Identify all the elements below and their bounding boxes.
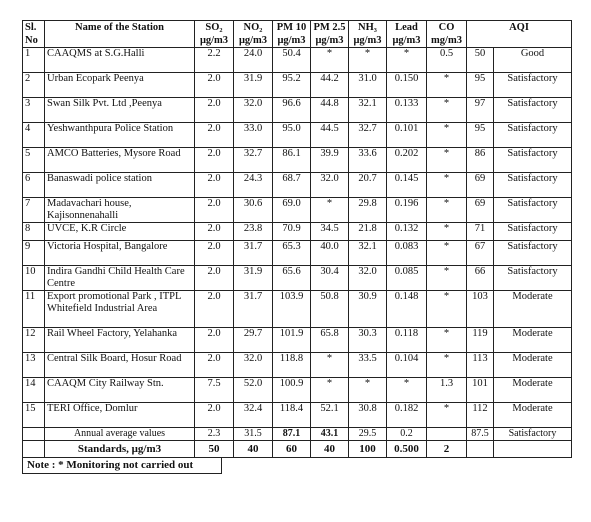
row-co: * <box>427 123 467 148</box>
row-nh3: * <box>349 48 387 73</box>
row-station-name: Urban Ecopark Peenya <box>45 73 195 98</box>
row-sl: 12 <box>23 328 45 353</box>
standards-pm25: 40 <box>311 441 349 458</box>
standards-nh3: 100 <box>349 441 387 458</box>
row-cat: Moderate <box>494 328 572 353</box>
header-pm25-label: PM 2.5 <box>313 22 346 33</box>
row-sl: 6 <box>23 173 45 198</box>
row-lead: 0.101 <box>387 123 427 148</box>
header-no2-unit: μg/m3 <box>238 35 268 46</box>
row-no2: 33.0 <box>234 123 273 148</box>
row-nh3: 32.7 <box>349 123 387 148</box>
row-cat: Moderate <box>494 403 572 428</box>
row-lead: 0.202 <box>387 148 427 173</box>
row-pm25: * <box>311 48 349 73</box>
row-aqi: 69 <box>467 198 494 223</box>
air-quality-table <box>22 20 572 458</box>
row-station-name: Banaswadi police station <box>45 173 195 198</box>
row-aqi: 50 <box>467 48 494 73</box>
row-station-name: UVCE, K.R Circle <box>45 223 195 241</box>
row-no2: 23.8 <box>234 223 273 241</box>
row-cat: Satisfactory <box>494 73 572 98</box>
row-no2: 32.7 <box>234 148 273 173</box>
row-lead: 0.133 <box>387 98 427 123</box>
row-pm25: 50.8 <box>311 291 349 328</box>
annual-so2: 2.3 <box>195 428 234 441</box>
header-co <box>427 21 467 48</box>
row-aqi: 113 <box>467 353 494 378</box>
row-sl: 15 <box>23 403 45 428</box>
row-nh3: 33.5 <box>349 353 387 378</box>
row-sl: 4 <box>23 123 45 148</box>
row-aqi: 95 <box>467 123 494 148</box>
row-no2: 31.9 <box>234 266 273 291</box>
row-lead: 0.132 <box>387 223 427 241</box>
row-cat: Satisfactory <box>494 266 572 291</box>
row-cat: Moderate <box>494 291 572 328</box>
row-pm25: 39.9 <box>311 148 349 173</box>
header-pm25 <box>311 21 349 48</box>
row-cat: Good <box>494 48 572 73</box>
annual-label: Annual average values <box>45 428 195 441</box>
annual-category: Satisfactory <box>494 428 572 441</box>
row-so2: 2.0 <box>195 241 234 266</box>
annual-sl-cell <box>23 428 45 441</box>
row-station-name: TERI Office, Domlur <box>45 403 195 428</box>
row-aqi: 119 <box>467 328 494 353</box>
header-pm10-label: PM 10 <box>276 22 307 33</box>
row-pm10: 95.2 <box>273 73 311 98</box>
header-pm25-unit: μg/m3 <box>315 35 344 46</box>
row-lead: * <box>387 378 427 403</box>
annual-pm10: 87.1 <box>273 428 311 441</box>
row-aqi: 86 <box>467 148 494 173</box>
table-row <box>23 98 572 123</box>
row-co: * <box>427 173 467 198</box>
row-no2: 30.6 <box>234 198 273 223</box>
annual-lead: 0.2 <box>387 428 427 441</box>
standards-lead: 0.500 <box>387 441 427 458</box>
row-lead: 0.145 <box>387 173 427 198</box>
row-lead: 0.196 <box>387 198 427 223</box>
standards-aqi-blank <box>467 441 494 458</box>
table-row <box>23 266 572 291</box>
row-co: * <box>427 241 467 266</box>
row-station-name: CAAQM City Railway Stn. <box>45 378 195 403</box>
row-so2: 2.2 <box>195 48 234 73</box>
row-co: * <box>427 266 467 291</box>
row-aqi: 103 <box>467 291 494 328</box>
row-co: * <box>427 98 467 123</box>
row-lead: 0.083 <box>387 241 427 266</box>
row-sl: 7 <box>23 198 45 223</box>
row-no2: 31.9 <box>234 73 273 98</box>
row-pm10: 65.3 <box>273 241 311 266</box>
row-lead: 0.104 <box>387 353 427 378</box>
annual-nh3: 29.5 <box>349 428 387 441</box>
row-co: * <box>427 148 467 173</box>
row-station-name: Central Silk Board, Hosur Road <box>45 353 195 378</box>
standards-category-blank <box>494 441 572 458</box>
row-pm25: 52.1 <box>311 403 349 428</box>
standards-row <box>23 441 572 458</box>
standards-pm10: 60 <box>273 441 311 458</box>
row-pm25: 30.4 <box>311 266 349 291</box>
row-pm25: 40.0 <box>311 241 349 266</box>
row-aqi: 95 <box>467 73 494 98</box>
row-pm25: * <box>311 378 349 403</box>
row-pm10: 86.1 <box>273 148 311 173</box>
header-sl: Sl. No <box>23 21 45 48</box>
row-pm10: 50.4 <box>273 48 311 73</box>
header-no2 <box>234 21 273 48</box>
row-nh3: 30.3 <box>349 328 387 353</box>
row-station-name: Madavachari house, Kajisonnenahalli <box>45 198 195 223</box>
header-so2 <box>195 21 234 48</box>
row-pm25: 44.5 <box>311 123 349 148</box>
row-no2: 24.0 <box>234 48 273 73</box>
row-pm25: 32.0 <box>311 173 349 198</box>
standards-so2: 50 <box>195 441 234 458</box>
standards-no2: 40 <box>234 441 273 458</box>
row-co: 1.3 <box>427 378 467 403</box>
header-pm10-unit: μg/m3 <box>277 35 306 46</box>
table-row <box>23 241 572 266</box>
row-co: * <box>427 403 467 428</box>
row-cat: Satisfactory <box>494 123 572 148</box>
row-sl: 11 <box>23 291 45 328</box>
annual-pm25: 43.1 <box>311 428 349 441</box>
row-co: * <box>427 291 467 328</box>
row-pm10: 118.8 <box>273 353 311 378</box>
header-co-unit: mg/m3 <box>431 35 462 46</box>
row-nh3: 29.8 <box>349 198 387 223</box>
row-station-name: CAAQMS at S.G.Halli <box>45 48 195 73</box>
row-co: * <box>427 353 467 378</box>
table-row <box>23 328 572 353</box>
row-station-name: Export promotional Park , ITPL Whitefield Industrial Area <box>45 291 195 328</box>
row-so2: 2.0 <box>195 291 234 328</box>
table-row <box>23 73 572 98</box>
row-nh3: 33.6 <box>349 148 387 173</box>
header-pm10 <box>273 21 311 48</box>
row-nh3: 31.0 <box>349 73 387 98</box>
row-lead: 0.150 <box>387 73 427 98</box>
row-pm25: 44.8 <box>311 98 349 123</box>
row-aqi: 69 <box>467 173 494 198</box>
row-nh3: 32.0 <box>349 266 387 291</box>
row-pm25: 44.2 <box>311 73 349 98</box>
row-nh3: 32.1 <box>349 241 387 266</box>
row-so2: 2.0 <box>195 173 234 198</box>
row-pm10: 95.0 <box>273 123 311 148</box>
table-row <box>23 291 572 328</box>
table-row <box>23 173 572 198</box>
row-sl: 3 <box>23 98 45 123</box>
table-header-row <box>23 21 572 48</box>
table-row <box>23 353 572 378</box>
row-pm25: 65.8 <box>311 328 349 353</box>
row-no2: 31.7 <box>234 241 273 266</box>
row-pm10: 68.7 <box>273 173 311 198</box>
row-no2: 32.4 <box>234 403 273 428</box>
table-row <box>23 223 572 241</box>
row-cat: Satisfactory <box>494 98 572 123</box>
row-station-name: Swan Silk Pvt. Ltd ,Peenya <box>45 98 195 123</box>
annual-aqi: 87.5 <box>467 428 494 441</box>
row-sl: 10 <box>23 266 45 291</box>
row-cat: Satisfactory <box>494 148 572 173</box>
row-aqi: 112 <box>467 403 494 428</box>
table-body <box>23 48 572 458</box>
row-so2: 2.0 <box>195 73 234 98</box>
row-no2: 24.3 <box>234 173 273 198</box>
standards-sl-cell <box>23 441 45 458</box>
row-station-name: Indira Gandhi Child Health Care Centre <box>45 266 195 291</box>
row-lead: 0.085 <box>387 266 427 291</box>
header-lead <box>387 21 427 48</box>
row-cat: Satisfactory <box>494 241 572 266</box>
row-so2: 2.0 <box>195 198 234 223</box>
row-cat: Satisfactory <box>494 173 572 198</box>
row-lead: 0.118 <box>387 328 427 353</box>
row-pm10: 96.6 <box>273 98 311 123</box>
row-so2: 2.0 <box>195 266 234 291</box>
annual-average-row <box>23 428 572 441</box>
air-quality-document <box>22 20 571 474</box>
row-sl: 1 <box>23 48 45 73</box>
row-so2: 2.0 <box>195 123 234 148</box>
row-pm10: 69.0 <box>273 198 311 223</box>
row-nh3: 30.8 <box>349 403 387 428</box>
row-nh3: * <box>349 378 387 403</box>
row-lead: 0.182 <box>387 403 427 428</box>
header-so2-unit: μg/m3 <box>199 35 229 46</box>
row-sl: 13 <box>23 353 45 378</box>
table-row <box>23 403 572 428</box>
row-station-name: Yeshwanthpura Police Station <box>45 123 195 148</box>
row-cat: Moderate <box>494 378 572 403</box>
row-co: * <box>427 198 467 223</box>
row-so2: 2.0 <box>195 98 234 123</box>
row-station-name: AMCO Batteries, Mysore Road <box>45 148 195 173</box>
row-nh3: 20.7 <box>349 173 387 198</box>
row-so2: 2.0 <box>195 353 234 378</box>
row-pm25: 34.5 <box>311 223 349 241</box>
standards-label: Standards, μg/m3 <box>45 441 195 458</box>
header-station: Name of the Station <box>45 21 195 48</box>
header-co-label: CO <box>438 22 455 33</box>
row-sl: 8 <box>23 223 45 241</box>
row-no2: 29.7 <box>234 328 273 353</box>
row-no2: 32.0 <box>234 353 273 378</box>
row-so2: 7.5 <box>195 378 234 403</box>
standards-co: 2 <box>427 441 467 458</box>
table-row <box>23 378 572 403</box>
row-aqi: 67 <box>467 241 494 266</box>
header-aqi: AQI <box>467 21 572 48</box>
row-so2: 2.0 <box>195 328 234 353</box>
row-pm10: 65.6 <box>273 266 311 291</box>
header-nh3-unit: μg/m3 <box>353 35 382 46</box>
row-pm10: 70.9 <box>273 223 311 241</box>
row-pm25: * <box>311 198 349 223</box>
table-row <box>23 198 572 223</box>
header-lead-label: Lead <box>395 22 418 33</box>
row-nh3: 21.8 <box>349 223 387 241</box>
row-station-name: Victoria Hospital, Bangalore <box>45 241 195 266</box>
row-lead: * <box>387 48 427 73</box>
header-lead-unit: μg/m3 <box>392 35 421 46</box>
row-pm10: 118.4 <box>273 403 311 428</box>
row-sl: 14 <box>23 378 45 403</box>
row-aqi: 66 <box>467 266 494 291</box>
row-co: * <box>427 73 467 98</box>
row-pm25: * <box>311 353 349 378</box>
row-nh3: 30.9 <box>349 291 387 328</box>
footnote: Note : * Monitoring not carried out <box>22 458 222 474</box>
row-no2: 32.0 <box>234 98 273 123</box>
row-cat: Satisfactory <box>494 198 572 223</box>
row-aqi: 71 <box>467 223 494 241</box>
row-aqi: 97 <box>467 98 494 123</box>
row-pm10: 100.9 <box>273 378 311 403</box>
header-so2-label: SO₂ <box>205 22 223 33</box>
row-lead: 0.148 <box>387 291 427 328</box>
table-row <box>23 123 572 148</box>
row-co: * <box>427 223 467 241</box>
table-row <box>23 48 572 73</box>
row-pm10: 103.9 <box>273 291 311 328</box>
row-cat: Moderate <box>494 353 572 378</box>
row-sl: 2 <box>23 73 45 98</box>
row-co: 0.5 <box>427 48 467 73</box>
row-cat: Satisfactory <box>494 223 572 241</box>
annual-no2: 31.5 <box>234 428 273 441</box>
row-sl: 5 <box>23 148 45 173</box>
row-no2: 52.0 <box>234 378 273 403</box>
row-so2: 2.0 <box>195 403 234 428</box>
row-so2: 2.0 <box>195 223 234 241</box>
header-nh3 <box>349 21 387 48</box>
row-nh3: 32.1 <box>349 98 387 123</box>
row-co: * <box>427 328 467 353</box>
header-nh3-label: NH₃ <box>358 22 377 33</box>
row-aqi: 101 <box>467 378 494 403</box>
table-row <box>23 148 572 173</box>
header-no2-label: NO₂ <box>243 22 263 33</box>
row-pm10: 101.9 <box>273 328 311 353</box>
annual-co <box>427 428 467 441</box>
row-sl: 9 <box>23 241 45 266</box>
row-station-name: Rail Wheel Factory, Yelahanka <box>45 328 195 353</box>
row-no2: 31.7 <box>234 291 273 328</box>
row-so2: 2.0 <box>195 148 234 173</box>
